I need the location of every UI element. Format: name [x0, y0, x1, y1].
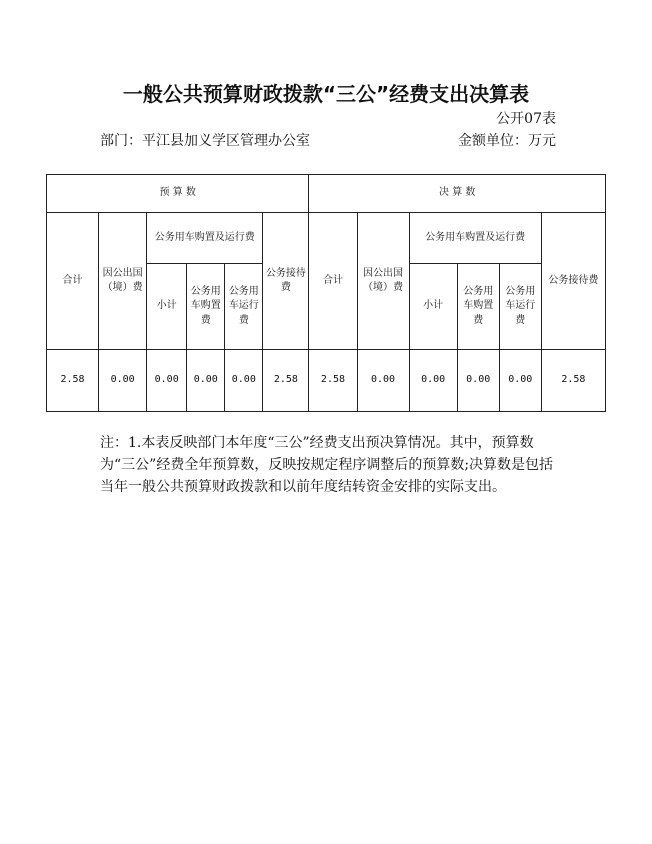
final-reception-value: 2.58	[541, 350, 605, 412]
budget-car-purchase-header: 公务用车购置费	[187, 264, 225, 350]
budget-car-running-value: 0.00	[225, 350, 263, 412]
budget-abroad-header: 因公出国（境）费	[99, 213, 147, 350]
final-total-header: 合计	[309, 213, 357, 350]
final-abroad-header: 因公出国（境）费	[357, 213, 409, 350]
budget-subtotal-value: 0.00	[147, 350, 187, 412]
final-car-running-header: 公务用车运行费	[499, 264, 541, 350]
final-reception-header: 公务接待费	[541, 213, 605, 350]
budget-abroad-value: 0.00	[99, 350, 147, 412]
final-car-running-value: 0.00	[499, 350, 541, 412]
budget-car-purchase-value: 0.00	[187, 350, 225, 412]
table-note: 注：1.本表反映部门本年度“三公”经费支出预决算情况。其中，预算数为“三公”经费全年预算数，反映按规定程序调整后的预算数;决算数是包括当年一般公共预算财政拨款和以前年度结转资金安排的实际支出。	[100, 435, 554, 495]
final-group-header: 决 算 数	[309, 175, 606, 213]
form-number: 公开07表	[496, 111, 556, 127]
final-subtotal-header: 小计	[409, 264, 457, 350]
department-label: 部门：平江县加义学区管理办公室	[100, 133, 310, 149]
budget-total-header: 合计	[47, 213, 99, 350]
final-car-purchase-header: 公务用车购置费	[457, 264, 499, 350]
amount-unit-label: 金额单位：万元	[458, 133, 556, 149]
budget-total-value: 2.58	[47, 350, 99, 412]
budget-subtotal-header: 小计	[147, 264, 187, 350]
final-abroad-value: 0.00	[357, 350, 409, 412]
budget-car-running-header: 公务用车运行费	[225, 264, 263, 350]
page-title: 一般公共预算财政拨款“三公”经费支出决算表	[122, 82, 530, 106]
budget-reception-header: 公务接待费	[263, 213, 309, 350]
budget-car-header: 公务用车购置及运行费	[147, 213, 263, 264]
final-subtotal-value: 0.00	[409, 350, 457, 412]
budget-reception-value: 2.58	[263, 350, 309, 412]
final-total-value: 2.58	[309, 350, 357, 412]
final-car-purchase-value: 0.00	[457, 350, 499, 412]
final-car-header: 公务用车购置及运行费	[409, 213, 541, 264]
three-public-expense-table	[46, 174, 606, 412]
budget-group-header: 预 算 数	[47, 175, 309, 213]
